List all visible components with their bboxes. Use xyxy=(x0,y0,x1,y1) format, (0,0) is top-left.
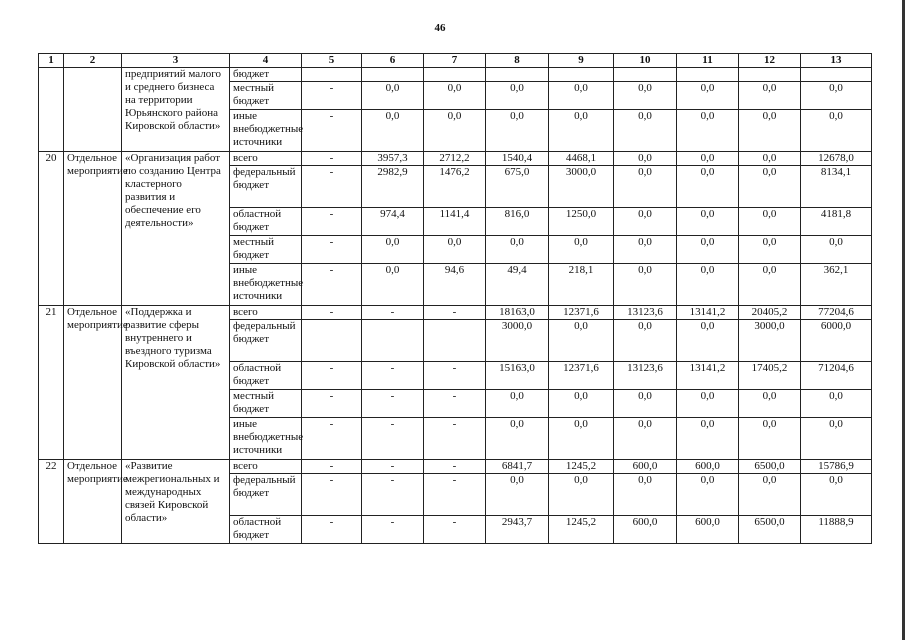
value-cell: 20405,2 xyxy=(739,306,801,320)
column-number: 3 xyxy=(122,54,230,68)
value-cell: 17405,2 xyxy=(739,362,801,390)
value-cell: 0,0 xyxy=(677,418,739,460)
value-cell: - xyxy=(302,82,362,110)
value-cell: - xyxy=(362,306,424,320)
value-cell: 0,0 xyxy=(486,390,549,418)
measure-name: «Развитие межрегиональных и международных связей Кировской области» xyxy=(122,460,230,544)
value-cell: 0,0 xyxy=(486,418,549,460)
value-cell: 0,0 xyxy=(801,474,872,516)
value-cell: - xyxy=(302,474,362,516)
value-cell: 12371,6 xyxy=(549,306,614,320)
value-cell: - xyxy=(302,306,362,320)
funding-source: всего xyxy=(230,306,302,320)
value-cell: 4468,1 xyxy=(549,152,614,166)
column-number: 9 xyxy=(549,54,614,68)
value-cell xyxy=(801,68,872,82)
value-cell: 13123,6 xyxy=(614,362,677,390)
value-cell: 0,0 xyxy=(614,390,677,418)
value-cell xyxy=(739,68,801,82)
measure-number xyxy=(39,68,64,152)
column-number: 12 xyxy=(739,54,801,68)
value-cell: 0,0 xyxy=(677,390,739,418)
value-cell: 6841,7 xyxy=(486,460,549,474)
measure-name: предприятий малого и среднего бизнеса на территории Юрьянского района Кировской области» xyxy=(122,68,230,152)
column-number: 1 xyxy=(39,54,64,68)
value-cell: 13141,2 xyxy=(677,306,739,320)
value-cell: 3957,3 xyxy=(362,152,424,166)
funding-source: областной бюджет xyxy=(230,362,302,390)
value-cell: - xyxy=(302,110,362,152)
value-cell: 0,0 xyxy=(677,320,739,362)
value-cell: - xyxy=(424,474,486,516)
value-cell: 0,0 xyxy=(739,264,801,306)
value-cell: 15163,0 xyxy=(486,362,549,390)
value-cell: 6500,0 xyxy=(739,460,801,474)
funding-source: бюджет xyxy=(230,68,302,82)
value-cell: 0,0 xyxy=(549,390,614,418)
table-row xyxy=(39,460,872,474)
measure-status: Отдельное мероприятие xyxy=(64,152,122,306)
funding-source: федеральный бюджет xyxy=(230,166,302,208)
table-row xyxy=(39,68,872,82)
value-cell: 13123,6 xyxy=(614,306,677,320)
value-cell: 0,0 xyxy=(549,320,614,362)
value-cell: 0,0 xyxy=(801,418,872,460)
column-number: 2 xyxy=(64,54,122,68)
column-number: 4 xyxy=(230,54,302,68)
value-cell: 6500,0 xyxy=(739,516,801,544)
funding-source: иные внебюджетные источники xyxy=(230,418,302,460)
value-cell: 0,0 xyxy=(549,236,614,264)
value-cell: 94,6 xyxy=(424,264,486,306)
value-cell: 0,0 xyxy=(614,236,677,264)
value-cell: 6000,0 xyxy=(801,320,872,362)
value-cell: 0,0 xyxy=(677,82,739,110)
value-cell: 2712,2 xyxy=(424,152,486,166)
value-cell: - xyxy=(424,362,486,390)
value-cell xyxy=(362,68,424,82)
value-cell: 0,0 xyxy=(677,208,739,236)
value-cell: 0,0 xyxy=(424,236,486,264)
value-cell: 0,0 xyxy=(739,390,801,418)
value-cell: 0,0 xyxy=(614,208,677,236)
value-cell: 0,0 xyxy=(677,110,739,152)
value-cell: 77204,6 xyxy=(801,306,872,320)
value-cell: 0,0 xyxy=(739,166,801,208)
measure-status: Отдельное мероприятие xyxy=(64,306,122,460)
value-cell: 3000,0 xyxy=(486,320,549,362)
value-cell: 71204,6 xyxy=(801,362,872,390)
value-cell: 600,0 xyxy=(677,516,739,544)
value-cell: 0,0 xyxy=(486,82,549,110)
column-number-header xyxy=(39,54,872,68)
value-cell: 0,0 xyxy=(362,82,424,110)
funding-source: всего xyxy=(230,460,302,474)
value-cell: 15786,9 xyxy=(801,460,872,474)
value-cell: 0,0 xyxy=(549,474,614,516)
funding-source: местный бюджет xyxy=(230,236,302,264)
value-cell: 1476,2 xyxy=(424,166,486,208)
budget-table xyxy=(38,53,872,544)
value-cell: - xyxy=(302,264,362,306)
value-cell: 0,0 xyxy=(739,152,801,166)
funding-source: областной бюджет xyxy=(230,208,302,236)
value-cell: 0,0 xyxy=(677,152,739,166)
value-cell: 0,0 xyxy=(677,264,739,306)
value-cell: 1245,2 xyxy=(549,460,614,474)
value-cell: - xyxy=(302,152,362,166)
value-cell: - xyxy=(362,516,424,544)
value-cell: - xyxy=(302,208,362,236)
value-cell: - xyxy=(424,390,486,418)
value-cell: 675,0 xyxy=(486,166,549,208)
value-cell: - xyxy=(302,362,362,390)
measure-status: Отдельное мероприятие xyxy=(64,460,122,544)
column-number: 13 xyxy=(801,54,872,68)
funding-source: иные внебюджетные источники xyxy=(230,264,302,306)
value-cell: 0,0 xyxy=(739,236,801,264)
value-cell: 0,0 xyxy=(486,236,549,264)
value-cell xyxy=(549,68,614,82)
value-cell: - xyxy=(302,166,362,208)
value-cell: 4181,8 xyxy=(801,208,872,236)
value-cell: 1141,4 xyxy=(424,208,486,236)
value-cell: 0,0 xyxy=(801,390,872,418)
column-number: 7 xyxy=(424,54,486,68)
value-cell: 0,0 xyxy=(362,110,424,152)
funding-source: всего xyxy=(230,152,302,166)
value-cell: 11888,9 xyxy=(801,516,872,544)
value-cell: - xyxy=(424,306,486,320)
column-number: 5 xyxy=(302,54,362,68)
value-cell: - xyxy=(302,516,362,544)
table-body xyxy=(39,54,872,544)
value-cell: 0,0 xyxy=(614,264,677,306)
value-cell: 0,0 xyxy=(739,208,801,236)
table-row xyxy=(39,306,872,320)
page-number: 46 xyxy=(434,22,446,34)
value-cell xyxy=(677,68,739,82)
value-cell: 3000,0 xyxy=(739,320,801,362)
funding-source: местный бюджет xyxy=(230,82,302,110)
measure-number: 21 xyxy=(39,306,64,460)
value-cell: 0,0 xyxy=(739,474,801,516)
value-cell: 362,1 xyxy=(801,264,872,306)
value-cell: - xyxy=(302,418,362,460)
value-cell: 3000,0 xyxy=(549,166,614,208)
measure-status xyxy=(64,68,122,152)
value-cell: - xyxy=(302,460,362,474)
value-cell xyxy=(424,68,486,82)
value-cell: - xyxy=(424,460,486,474)
value-cell: 1250,0 xyxy=(549,208,614,236)
value-cell: 0,0 xyxy=(424,82,486,110)
value-cell: 0,0 xyxy=(677,166,739,208)
value-cell: 1540,4 xyxy=(486,152,549,166)
value-cell: 0,0 xyxy=(739,418,801,460)
column-number: 11 xyxy=(677,54,739,68)
value-cell: 0,0 xyxy=(614,152,677,166)
value-cell: 2982,9 xyxy=(362,166,424,208)
value-cell: 12371,6 xyxy=(549,362,614,390)
value-cell: 0,0 xyxy=(677,474,739,516)
value-cell: 0,0 xyxy=(614,82,677,110)
value-cell: 600,0 xyxy=(677,460,739,474)
value-cell: 974,4 xyxy=(362,208,424,236)
measure-number: 20 xyxy=(39,152,64,306)
value-cell: 0,0 xyxy=(801,236,872,264)
column-number: 8 xyxy=(486,54,549,68)
value-cell: 0,0 xyxy=(739,82,801,110)
value-cell: 0,0 xyxy=(614,320,677,362)
value-cell: - xyxy=(302,236,362,264)
value-cell: - xyxy=(302,390,362,418)
value-cell xyxy=(302,320,362,362)
value-cell: 0,0 xyxy=(801,82,872,110)
value-cell: - xyxy=(424,516,486,544)
value-cell: - xyxy=(362,362,424,390)
value-cell xyxy=(424,320,486,362)
value-cell: 0,0 xyxy=(614,418,677,460)
value-cell: 0,0 xyxy=(614,110,677,152)
value-cell: 0,0 xyxy=(549,110,614,152)
value-cell: - xyxy=(362,390,424,418)
measure-name: «Организация работ по созданию Центра кластерного развития и обеспечение его деятельности» xyxy=(122,152,230,306)
value-cell: 12678,0 xyxy=(801,152,872,166)
value-cell xyxy=(614,68,677,82)
value-cell xyxy=(362,320,424,362)
value-cell: 0,0 xyxy=(486,110,549,152)
value-cell: 0,0 xyxy=(677,236,739,264)
value-cell: 218,1 xyxy=(549,264,614,306)
value-cell: 600,0 xyxy=(614,516,677,544)
value-cell: 0,0 xyxy=(549,82,614,110)
value-cell: 816,0 xyxy=(486,208,549,236)
funding-source: федеральный бюджет xyxy=(230,474,302,516)
funding-source: местный бюджет xyxy=(230,390,302,418)
funding-source: федеральный бюджет xyxy=(230,320,302,362)
value-cell: 0,0 xyxy=(739,110,801,152)
column-number: 6 xyxy=(362,54,424,68)
value-cell: 13141,2 xyxy=(677,362,739,390)
value-cell: 0,0 xyxy=(486,474,549,516)
value-cell: - xyxy=(362,418,424,460)
value-cell: 1245,2 xyxy=(549,516,614,544)
value-cell: 0,0 xyxy=(614,474,677,516)
value-cell xyxy=(486,68,549,82)
value-cell: 8134,1 xyxy=(801,166,872,208)
value-cell: 0,0 xyxy=(614,166,677,208)
measure-number: 22 xyxy=(39,460,64,544)
value-cell: 18163,0 xyxy=(486,306,549,320)
value-cell: 49,4 xyxy=(486,264,549,306)
value-cell: 0,0 xyxy=(362,236,424,264)
column-number: 10 xyxy=(614,54,677,68)
value-cell: - xyxy=(424,418,486,460)
measure-name: «Поддержка и развитие сферы внутреннего и въездного туризма Кировской области» xyxy=(122,306,230,460)
value-cell: - xyxy=(362,474,424,516)
value-cell: 2943,7 xyxy=(486,516,549,544)
funding-source: иные внебюджетные источники xyxy=(230,110,302,152)
value-cell: 600,0 xyxy=(614,460,677,474)
value-cell: 0,0 xyxy=(549,418,614,460)
value-cell xyxy=(302,68,362,82)
value-cell: - xyxy=(362,460,424,474)
funding-source: областной бюджет xyxy=(230,516,302,544)
table-row xyxy=(39,152,872,166)
value-cell: 0,0 xyxy=(801,110,872,152)
value-cell: 0,0 xyxy=(424,110,486,152)
value-cell: 0,0 xyxy=(362,264,424,306)
